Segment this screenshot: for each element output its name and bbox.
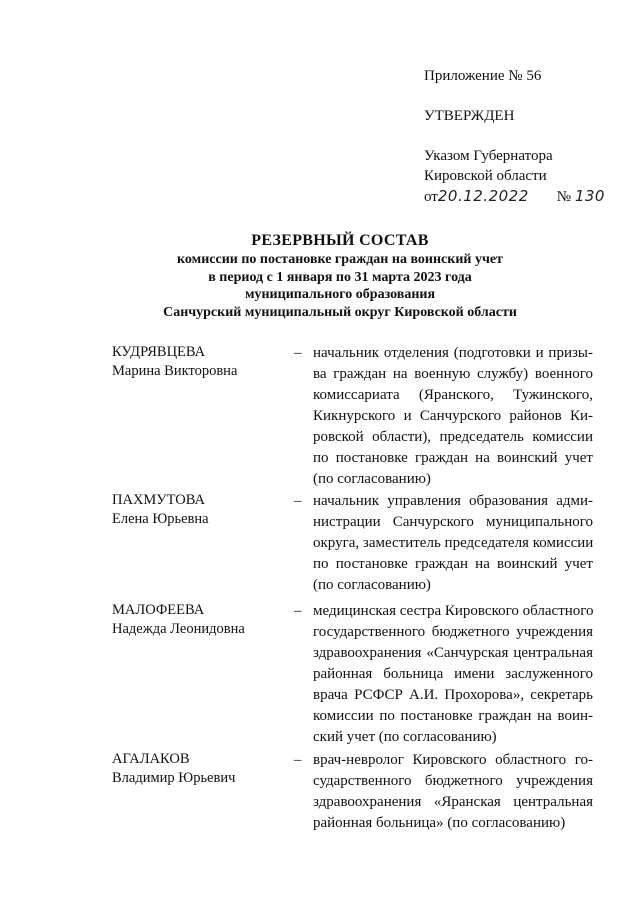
description-line: ский учет (по согласованию) xyxy=(313,729,497,745)
title-line: в период с 1 января по 31 марта 2023 года xyxy=(208,269,472,285)
description-line: округа, заместитель председателя комиссии xyxy=(313,535,594,551)
member-surname: АГАЛАКОВ xyxy=(112,751,190,767)
member-description xyxy=(313,601,593,748)
title-line: комиссии по постановке граждан на воинский учет xyxy=(177,252,503,267)
member-given-name: Надежда Леонидовна xyxy=(112,620,245,637)
member-dash: – xyxy=(294,493,302,509)
description-line: районная больница» (по согласованию) xyxy=(313,815,566,831)
from-label: от xyxy=(424,189,438,205)
description-line: здравоохранения «Санчурская центральная xyxy=(313,645,593,661)
member-given-name: Елена Юрьевна xyxy=(112,510,209,527)
member-description xyxy=(313,491,593,596)
description-line: врача РСФСР А.И. Прохорова», секретарь xyxy=(313,687,593,703)
member-name xyxy=(112,601,292,638)
decree-line-1: Указом Губернатора xyxy=(424,148,553,164)
description-line: нистрации Санчурского муниципального xyxy=(313,514,593,530)
approved-label: УТВЕРЖДЕН xyxy=(424,108,515,124)
handwritten-number: 130 xyxy=(574,187,605,205)
handwritten-date: 20.12.2022 xyxy=(437,187,529,205)
member-description xyxy=(313,750,593,834)
description-line: районная больница имени заслуженного xyxy=(313,666,593,682)
description-line: по постановке граждан на воинский учет xyxy=(313,556,593,572)
member-dash: – xyxy=(294,345,302,361)
description-line: врач-невролог Кировского областного го- xyxy=(313,752,593,768)
number-label: № xyxy=(556,189,572,205)
document-title xyxy=(0,230,640,321)
approval-block xyxy=(424,66,624,207)
description-line: ва граждан на военную службу) военного xyxy=(313,366,593,382)
description-line: комиссии по постановке граждан на воин- xyxy=(313,708,593,724)
description-line: медицинская сестра Кировского областного xyxy=(313,603,594,619)
member-surname: МАЛОФЕЕВА xyxy=(112,602,205,618)
member-given-name: Марина Викторовна xyxy=(112,362,238,379)
member-dash: – xyxy=(294,752,302,768)
description-line: здравоохранения «Яранская центральная xyxy=(313,794,593,810)
title-line: Санчурский муниципальный округ Кировской области xyxy=(163,304,517,320)
description-line: сударственного бюджетного учреждения xyxy=(313,773,593,789)
member-name xyxy=(112,750,292,787)
decree-date-line xyxy=(424,186,624,207)
member-name xyxy=(112,343,292,380)
member-name xyxy=(112,491,292,528)
member-given-name: Владимир Юрьевич xyxy=(112,769,236,786)
member-surname: ПАХМУТОВА xyxy=(112,492,205,508)
description-line: ровской области), председатель комиссии xyxy=(313,429,593,445)
description-line: (по согласованию) xyxy=(313,471,431,487)
member-description xyxy=(313,343,593,490)
description-line: по постановке граждан на воинский учет xyxy=(313,450,593,466)
member-dash: – xyxy=(294,603,302,619)
member-surname: КУДРЯВЦЕВА xyxy=(112,344,206,360)
appendix-label: Приложение № 56 xyxy=(424,68,542,84)
description-line: (по согласованию) xyxy=(313,577,431,593)
title-heading: РЕЗЕРВНЫЙ СОСТАВ xyxy=(251,232,429,249)
title-line: муниципального образования xyxy=(244,287,436,302)
description-line: Кикнурского и Санчурского районов Ки- xyxy=(313,408,593,424)
description-line: государственного бюджетного учреждения xyxy=(313,624,593,640)
description-line: начальник отделения (подготовки и призы- xyxy=(313,345,593,361)
decree-line-2: Кировской области xyxy=(424,168,547,184)
description-line: начальник управления образования адми- xyxy=(313,493,593,509)
description-line: комиссариата (Яранского, Тужинского, xyxy=(313,387,593,403)
